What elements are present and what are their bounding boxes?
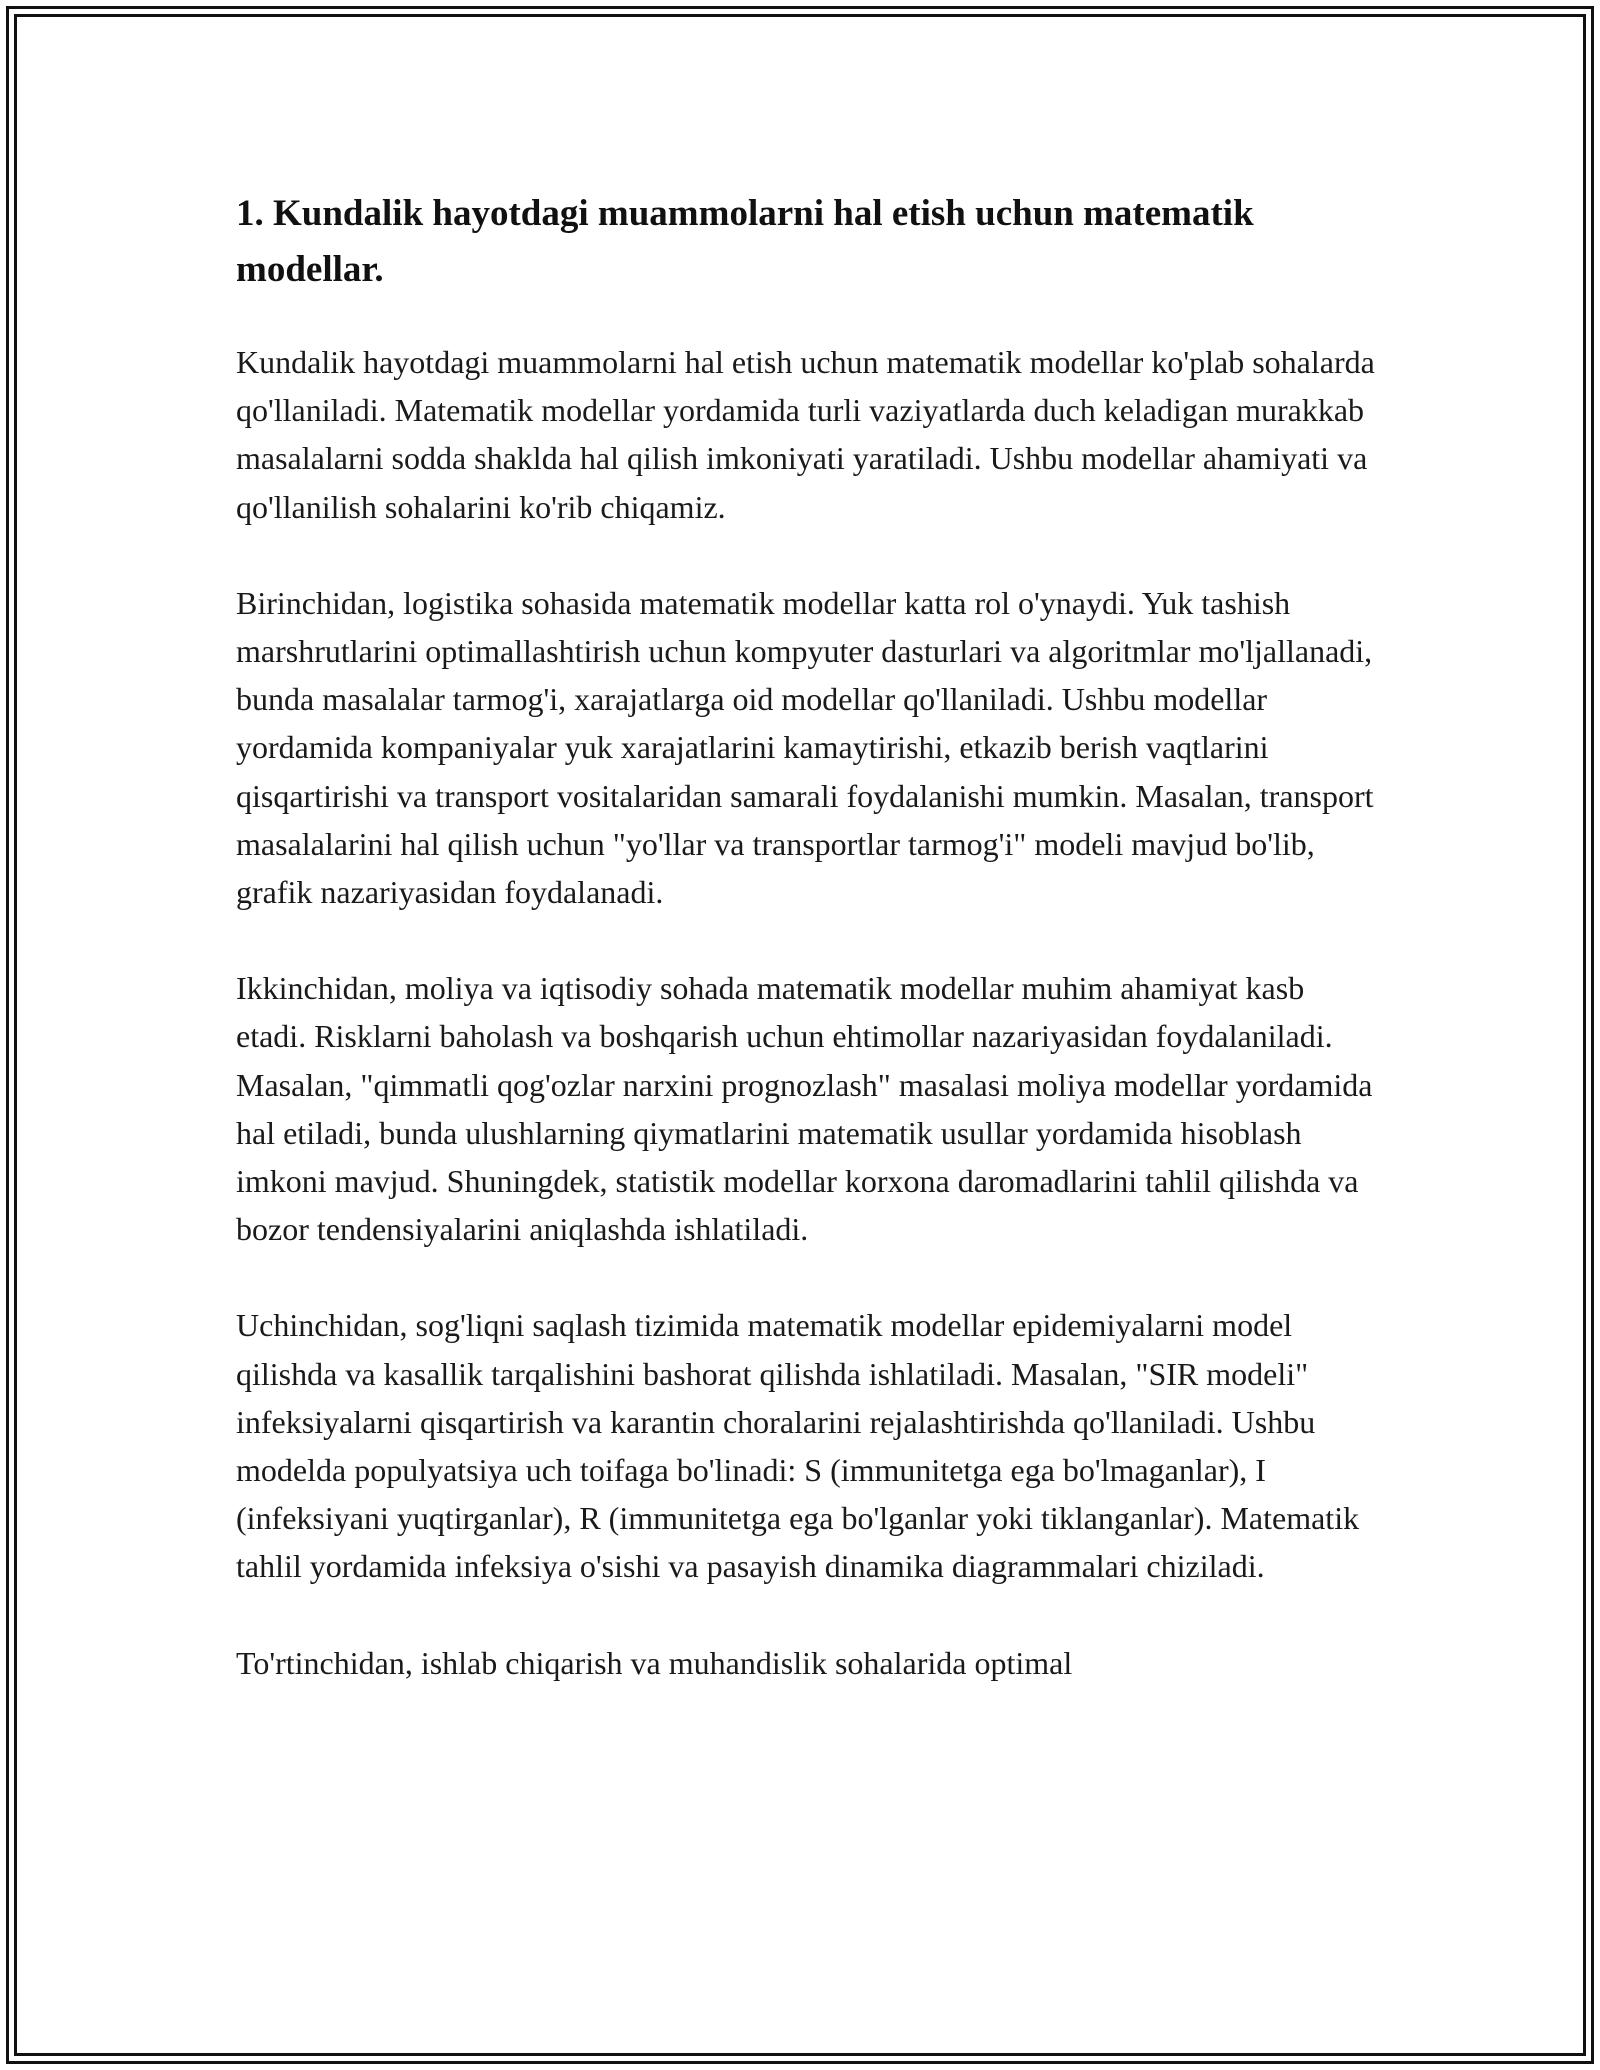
section-title: 1. Kundalik hayotdagi muammolarni hal etish uchun matematik modellar. bbox=[236, 193, 1254, 290]
document-body bbox=[236, 186, 1376, 1735]
paragraph-intro: Kundalik hayotdagi muammolarni hal etish uchun matematik modellar ko'plab sohalarda qo'llaniladi. Matematik modellar yordamida turli vaziyatlarda duch keladigan murakkab masalalarni sodda shaklda hal qilish imkoniyati yaratiladi. Ushbu modellar ahamiyati va qo'llanilish sohalarini ko'rib chiqamiz. bbox=[236, 344, 1375, 525]
paragraph-logistics: Birinchidan, logistika sohasida matematik modellar katta rol o'ynaydi. Yuk tashish marshrutlarini optimallashtirish uchun kompyuter dasturlari va algoritmlar mo'ljallanadi, bunda masalalar tarmog'i, xarajatlarga oid modellar qo'llaniladi. Ushbu modellar yordamida kompaniyalar yuk xarajatlarini kamaytirishi, etkazib berish vaqtlarini qisqartirishi va transport vositalaridan samarali foydalanishi mumkin. Masalan, transport masalalarini hal qilish uchun "yo'llar va transportlar tarmog'i" modeli mavjud bo'lib, grafik nazariyasidan foydalanadi. bbox=[236, 584, 1374, 911]
paragraph-healthcare: Uchinchidan, sog'liqni saqlash tizimida matematik modellar epidemiyalarni model qilishda va kasallik tarqalishini bashorat qilishda ishlatiladi. Masalan, "SIR modeli" infeksiyalarni qisqartirish va karantin choralarini rejalashtirishda qo'llaniladi. Ushbu modelda populyatsiya uch toifaga bo'linadi: S (immunitetga ega bo'lmaganlar), I (infeksiyani yuqtirganlar), R (immunitetga ega bo'lganlar yoki tiklanganlar). Matematik tahlil yordamida infeksiya o'sishi va pasayish dinamika diagrammalari chiziladi. bbox=[236, 1307, 1360, 1585]
paragraph-finance: Ikkinchidan, moliya va iqtisodiy sohada matematik modellar muhim ahamiyat kasb etadi. Risklarni baholash va boshqarish uchun ehtimollar nazariyasidan foydalaniladi. Masalan, "qimmatli qog'ozlar narxini prognozlash" masalasi moliya modellar yordamida hal etiladi, bunda ulushlarning qiymatlarini matematik usullar yordamida hisoblash imkoni mavjud. Shuningdek, statistik modellar korxona daromadlarini tahlil qilishda va bozor tendensiyalarini aniqlashda ishlatiladi. bbox=[236, 970, 1373, 1248]
paragraph-manufacturing: To'rtinchidan, ishlab chiqarish va muhandislik sohalarida optimal bbox=[236, 1644, 1073, 1681]
